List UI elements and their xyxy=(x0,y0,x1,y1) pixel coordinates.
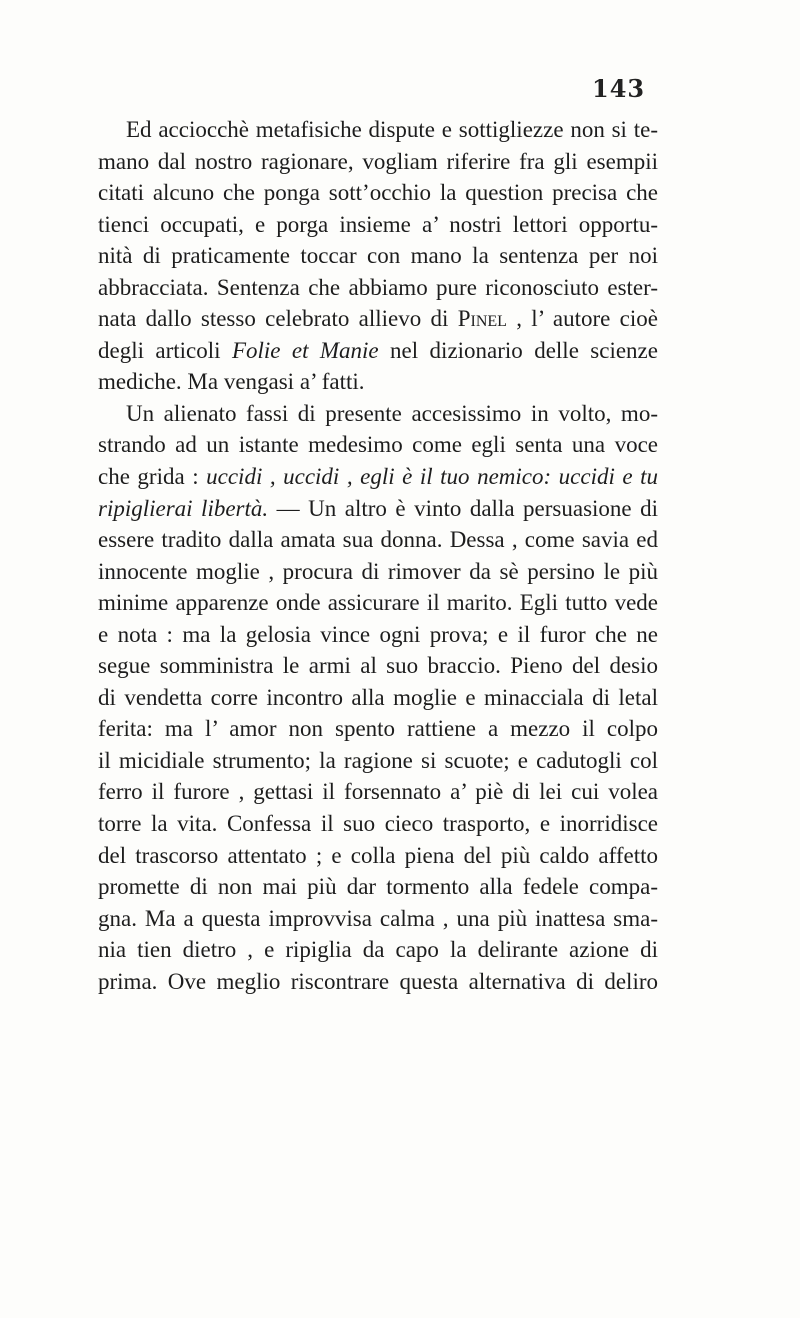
text-segment: e nota : ma la gelosia vince ogni prova; e il furor che ne xyxy=(98,621,658,647)
text-segment: Ed acciocchè metafisiche dispute e sottigliezze non si te- xyxy=(126,117,658,142)
text-line xyxy=(98,303,658,335)
text-line xyxy=(98,650,658,682)
text-line xyxy=(98,429,658,461)
text-segment: gna. Ma a questa improvvisa calma , una più inattesa sma- xyxy=(98,905,658,931)
text-line xyxy=(98,808,658,840)
text-line xyxy=(98,114,658,146)
text-segment: Pinel xyxy=(457,306,507,332)
text-line xyxy=(98,556,658,588)
text-line xyxy=(98,398,658,430)
text-line xyxy=(98,682,658,714)
text-segment: nata dallo stesso celebrato allievo di xyxy=(98,306,458,332)
text-segment: ferita: ma l’ amor non spento rattiene a mezzo il colpo xyxy=(98,716,658,742)
body-text xyxy=(98,114,658,997)
text-segment: tienci occupati, e porga insieme a’ nostri lettori opportu- xyxy=(98,211,658,237)
text-line xyxy=(98,966,658,998)
text-segment: Folie et Manie xyxy=(231,337,379,363)
text-segment: degli articoli xyxy=(98,337,232,363)
text-segment: il micidiale strumento; la ragione si scuote; e cadutogli col xyxy=(98,747,658,773)
text-line xyxy=(98,713,658,745)
text-segment: prima. Ove meglio riscontrare questa alternativa di deliro xyxy=(98,968,658,994)
text-line xyxy=(98,461,658,493)
text-segment: strando ad un istante medesimo come egli senta una voce xyxy=(98,432,658,458)
text-segment: del trascorso attentato ; e colla piena del più caldo affetto xyxy=(98,842,658,868)
text-segment: ripiglierai libertà. xyxy=(98,495,269,521)
text-line xyxy=(98,493,658,525)
text-segment: uccidi , uccidi , egli è il tuo nemico: uccidi e tu xyxy=(206,464,658,490)
text-segment: che grida : xyxy=(98,464,207,490)
text-line xyxy=(98,366,658,398)
text-segment: Un alienato fassi di presente accesissimo in volto, mo- xyxy=(126,400,658,426)
text-segment: abbracciata. Sentenza che abbiamo pure riconosciuto ester- xyxy=(98,274,658,300)
text-line xyxy=(98,587,658,619)
text-line xyxy=(98,619,658,651)
text-line xyxy=(98,524,658,556)
text-line xyxy=(98,335,658,367)
text-line xyxy=(98,272,658,304)
text-line xyxy=(98,240,658,272)
text-segment: essere tradito dalla amata sua donna. Dessa , come savia ed xyxy=(98,527,658,553)
text-segment: promette di non mai più dar tormento alla fedele compa- xyxy=(98,874,658,900)
text-segment: innocente moglie , procura di rimover da sè persino le più xyxy=(98,558,658,584)
text-line xyxy=(98,745,658,777)
text-line xyxy=(98,903,658,935)
text-segment: ferro il furore , gettasi il forsennato a’ piè di lei cui volea xyxy=(98,779,658,805)
text-line xyxy=(98,934,658,966)
text-line xyxy=(98,209,658,241)
text-segment: citati alcuno che ponga sott’occhio la question precisa che xyxy=(98,180,658,206)
text-segment: , l’ autore cioè xyxy=(506,306,658,332)
text-line xyxy=(98,146,658,178)
text-line xyxy=(98,177,658,209)
text-line xyxy=(98,840,658,872)
text-line xyxy=(98,776,658,808)
text-segment: torre la vita. Confessa il suo cieco trasporto, e inorridisce xyxy=(98,811,658,837)
text-segment: mano dal nostro ragionare, vogliam riferire fra gli esempii xyxy=(98,148,658,174)
text-segment: nità di praticamente toccar con mano la sentenza per noi xyxy=(98,243,658,269)
text-segment: di vendetta corre incontro alla moglie e minacciala di letal xyxy=(98,684,658,710)
text-segment: mediche. Ma vengasi a’ fatti. xyxy=(98,369,365,395)
text-segment: segue somministra le armi al suo braccio. Pieno del desio xyxy=(98,653,658,679)
text-segment: nel dizionario delle scienze xyxy=(378,337,658,363)
text-line xyxy=(98,871,658,903)
page-number: 143 xyxy=(592,74,646,103)
text-segment: minime apparenze onde assicurare il marito. Egli tutto vede xyxy=(98,590,658,616)
text-segment: nia tien dietro , e ripiglia da capo la delirante azione di xyxy=(98,937,658,963)
text-segment: — Un altro è vinto dalla persuasione di xyxy=(268,495,658,521)
